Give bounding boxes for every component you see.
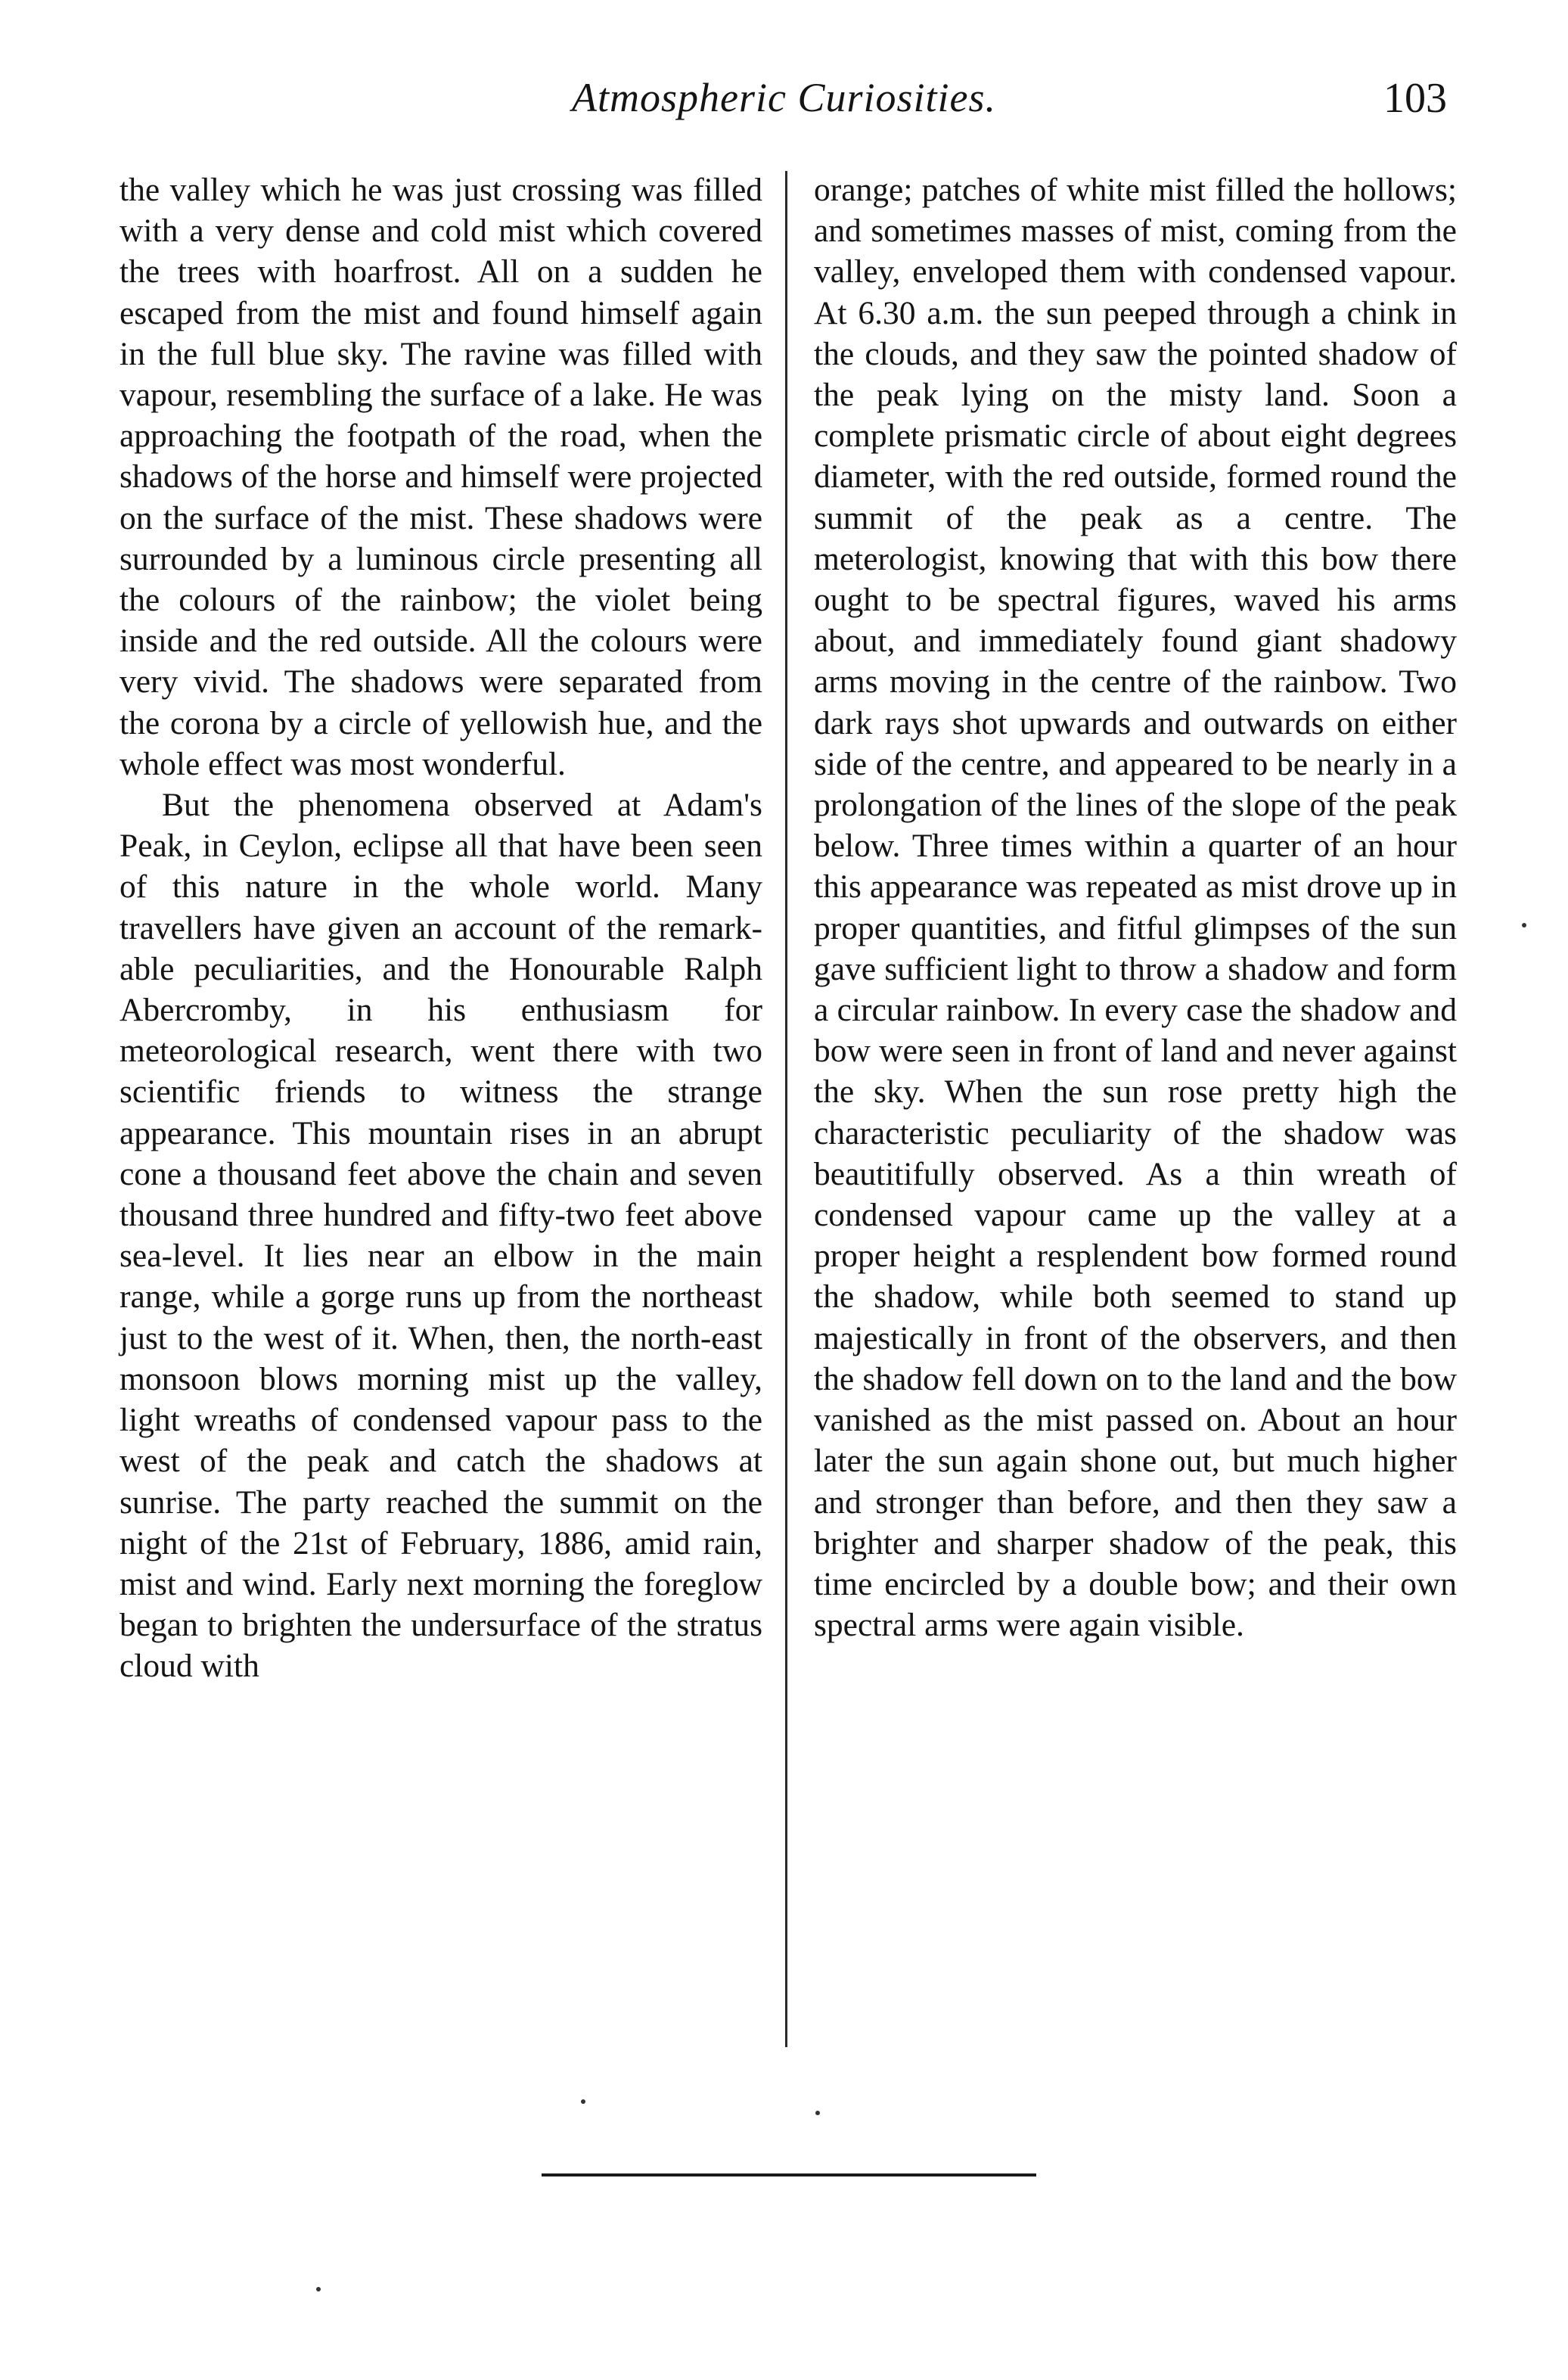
left-paragraph-1: the valley which he was just crossing was filled with a very dense and cold mist which covered the trees with hoarfrost. All on a sudden he escaped from the mist and found himself again in the full blue sky. The ravine was filled with vapour, resembling the surface of a lake. He was approaching the footpath of the road, when the shadows of the horse and himself were projected on the surface of the mist. These shadows were surrounded by a luminous circle presenting all the colours of the rainbow; the violet being inside and the red outside. All the colours were very vivid. The shadows were separated from the corona by a circle of yellowish hue, and the whole effect was most wonderful. (120, 172, 762, 782)
right-column (814, 169, 1457, 1645)
print-speck (815, 2111, 820, 2115)
column-divider (785, 171, 787, 2047)
running-title: Atmospheric Curiosities. (572, 75, 996, 120)
print-speck (316, 2287, 321, 2291)
left-column (120, 169, 762, 1687)
running-head (0, 74, 1568, 127)
page-number: 103 (1383, 75, 1447, 122)
section-end-rule (542, 2173, 1036, 2176)
print-speck (1522, 923, 1526, 927)
left-paragraph-2: But the phenomena observed at Adam's Peak, in Ceylon, eclipse all that have been seen of this nature in the whole world. Many travellers have given an account of the remarkable peculiarities, and the Honourable Ralph Abercromby, in his enthusiasm for meteorological research, went there with two scientific friends to witness the strange appearance. This mountain rises in an abrupt cone a thousand feet above the chain and seven thousand three hundred and fifty-two feet above sea-level. It lies near an elbow in the main range, while a gorge runs up from the northeast just to the west of it. When, then, the north-east monsoon blows morning mist up the valley, light wreaths of condensed vapour pass to the west of the peak and catch the shadows at sunrise. The party reached the summit on the night of the 21st of February, 1886, amid rain, mist and wind. Early next morning the foreglow began to brighten the undersurface of the stratus cloud with (120, 787, 762, 1685)
right-paragraph-1: orange; patches of white mist filled the hollows; and sometimes masses of mist, coming from the valley, enveloped them with condensed vapour. At 6.30 a.m. the sun peeped through a chink in the clouds, and they saw the pointed shadow of the peak lying on the misty land. Soon a complete prismatic circle of about eight degrees diameter, with the red outside, formed round the summit of the peak as a centre. The meterologist, knowing that with this bow there ought to be spectral figures, waved his arms about, and immediately found giant shadowy arms moving in the centre of the rainbow. Two dark rays shot upwards and outwards on either side of the centre, and appeared to be nearly in a prolongation of the lines of the slope of the peak below. Three times within a quarter of an hour this appearance was repeated as mist drove up in proper quantities, and fitful glimpses of the sun gave sufficient light to throw a shadow and form a circular rainbow. In every case the shadow and bow were seen in front of land and never against the sky. When the sun rose pretty high the characteristic peculiarity of the shadow was beautitifully observed. As a thin wreath of condensed vapour came up the valley at a proper height a resplendent bow formed round the shadow, while both seemed to stand up majestically in front of the observers, and then the shadow fell down on to the land and the bow vanished as the mist passed on. About an hour later the sun again shone out, but much higher and stronger than before, and then they saw a brighter and sharper shadow of the peak, this time encircled by a double bow; and their own spectral arms were again visible. (814, 172, 1457, 1644)
print-speck (581, 2099, 585, 2104)
